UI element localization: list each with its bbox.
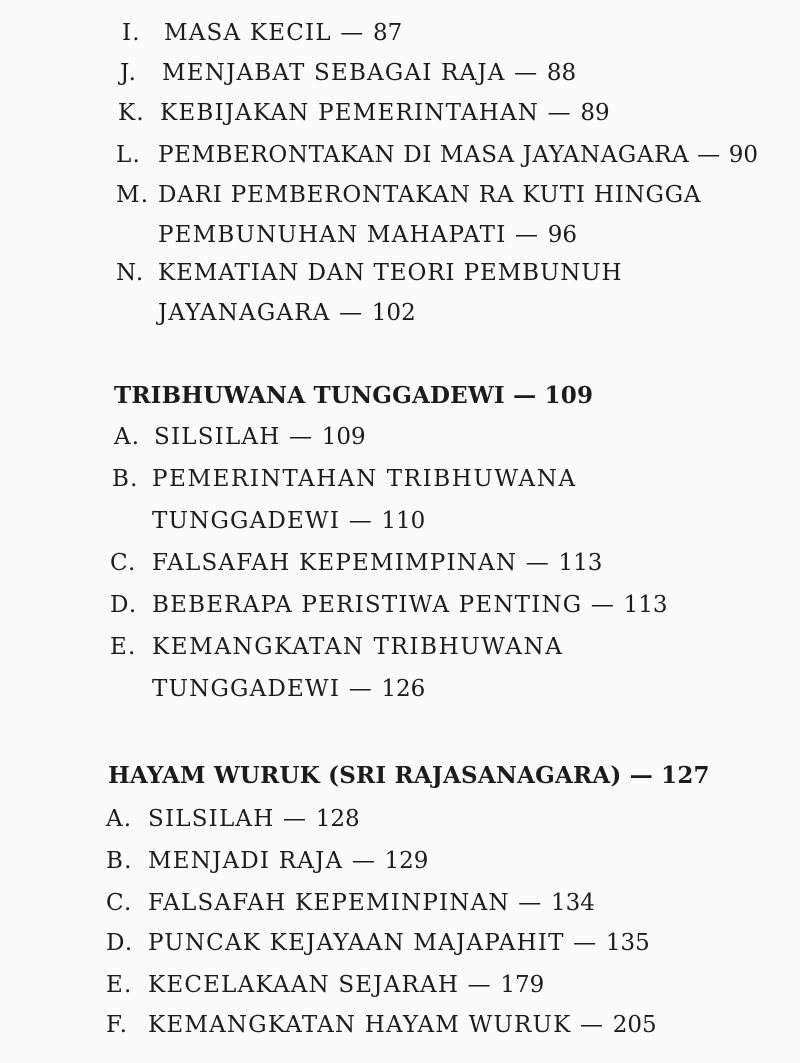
entry-page-number: 128 [315,806,360,832]
entry-page-number: 113 [623,592,668,618]
entry-page-number: 87 [373,20,403,46]
entry-title: PEMBERONTAKAN DI MASA JAYANAGARA [158,142,690,168]
entry-title: PEMERINTAHAN TRIBHUWANA [152,466,577,492]
entry-page-number: 89 [580,100,610,126]
entry-letter: K. [118,100,145,126]
chapter-heading-tribhuwana: TRIBHUWANA TUNGGADEWI — 109 [114,382,594,409]
entry-letter: F. [106,1012,129,1038]
entry-title: SILSILAH [148,806,275,832]
entry-letter: C. [110,550,137,576]
entry-letter: D. [110,592,138,618]
entry-title: BEBERAPA PERISTIWA PENTING [152,592,583,618]
entry-page-number: 134 [551,890,595,916]
entry-page-number: 109 [321,424,366,450]
entry-letter: B. [106,848,133,874]
entry-page-number: 179 [500,972,545,998]
entry-letter: L. [116,142,141,168]
entry-title-continued: JAYANAGARA [158,300,331,326]
entry-letter: C. [106,890,133,916]
entry-title: MENJADI RAJA [148,848,344,874]
entry-title-continued: TUNGGADEWI [152,508,341,534]
entry-letter: I. [122,20,141,46]
entry-title: KEMATIAN DAN TEORI PEMBUNUH [158,260,623,286]
entry-title: KECELAKAAN SEJARAH [148,972,460,998]
entry-page-number: 113 [558,550,603,576]
entry-page-number: 90 [728,142,758,168]
chapter-title: HAYAM WURUK (SRI RAJASANAGARA) [108,762,622,789]
chapter-page-number: 127 [661,762,710,789]
entry-title: PUNCAK KEJAYAAN MAJAPAHIT [148,930,565,956]
entry-page-number: 110 [381,508,426,534]
entry-title: KEMANGKATAN TRIBHUWANA [152,634,564,660]
entry-letter: E. [110,634,137,660]
entry-letter: D. [106,930,134,956]
entry-title: KEBIJAKAN PEMERINTAHAN [160,100,540,126]
entry-title: MASA KECIL [164,20,332,46]
entry-page-number: 135 [605,930,650,956]
entry-letter: B. [112,466,139,492]
entry-letter: E. [106,972,133,998]
chapter-title: TRIBHUWANA TUNGGADEWI [114,382,505,409]
entry-page-number: 205 [612,1012,657,1038]
entry-letter: J. [120,60,138,86]
entry-letter: N. [116,260,145,286]
chapter-page-number: 109 [544,382,594,409]
entry-title: FALSAFAH KEPEMIMPINAN [152,550,518,576]
entry-page-number: 102 [371,300,416,326]
entry-title-continued: PEMBUNUHAN MAHAPATI [158,222,507,248]
entry-title: FALSAFAH KEPEMINPINAN [148,890,510,916]
entry-title: DARI PEMBERONTAKAN RA KUTI HINGGA [158,182,702,208]
chapter-heading-hayam-wuruk: HAYAM WURUK (SRI RAJASANAGARA) — 127 [108,762,710,789]
entry-title: KEMANGKATAN HAYAM WURUK [148,1012,572,1038]
entry-page-number: 129 [384,848,429,874]
entry-title: MENJABAT SEBAGAI RAJA [162,60,506,86]
entry-letter: A. [106,806,133,832]
entry-title: SILSILAH [154,424,281,450]
entry-page-number: 126 [381,676,426,702]
entry-letter: M. [116,182,150,208]
entry-page-number: 88 [546,60,577,86]
entry-letter: A. [114,424,141,450]
entry-page-number: 96 [547,222,577,248]
table-of-contents-page: I. MASA KECIL — 87 J. MENJABAT SEBAGAI RAJA — 88 K. KEBIJAKAN PEMERINTAHAN — 89 L. PEMBERONTAKAN DI MASA JAYANAGARA — 90 M. DARI PEMBERONTAKAN RA KUTI HINGGA PEMBUNUHAN MAHAPATI — 96 N. KEMATIAN DAN TEORI PEMBUNUH JAYANAGARA — 102 TRIBHUWANA TUNGGADEWI — 109 A. SILSILAH — 109 B. PEMERINTAHAN TRIBHUWANA TUNGGADEWI — 110 C. FALSAFAH KEPEMIMPINAN — 113 D. BEBERAPA PERISTIWA PENTING — 113 E. KEMANGKATAN TRIBHUWANA TUNGGADEWI — 126 HAYAM WURUK (SRI RAJASANAGARA) — 127 A. SILSILAH — 128 B. MENJADI RAJA — 129 C. FALSAFAH KEPEMINPINAN — 134 D. PUNCAK KEJAYAAN MAJAPAHIT — 135 E. KECELAKAAN SEJARAH — 179 F. KEMANGKATAN HAYAM WURUK — 205 [106,20,758,1038]
entry-title-continued: TUNGGADEWI [152,676,341,702]
